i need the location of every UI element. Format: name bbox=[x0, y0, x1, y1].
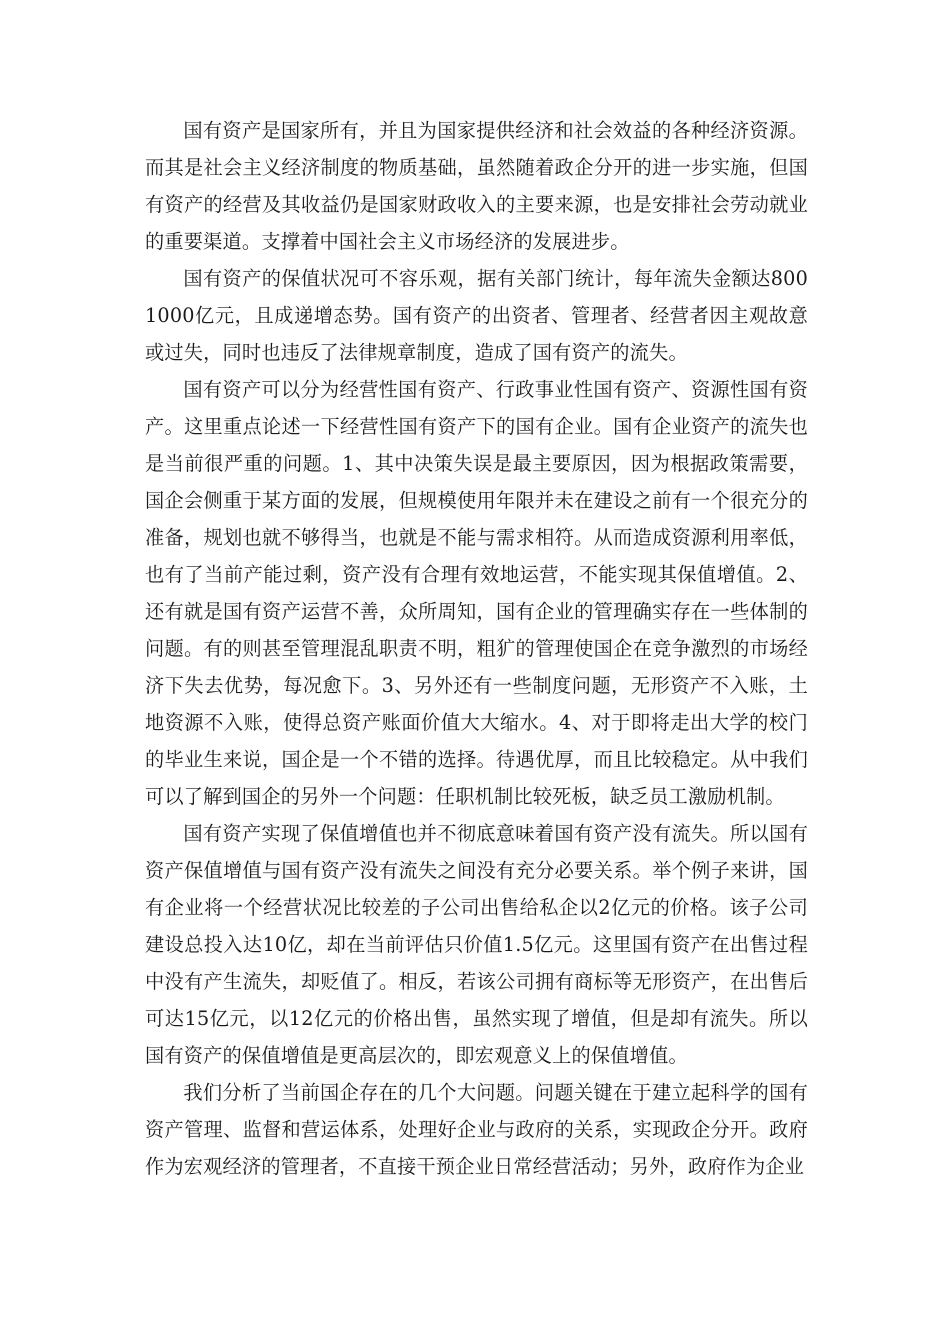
paragraph-2: 国有资产的保值状况可不容乐观，据有关部门统计，每年流失金额达8001000亿元，且成递增态势。国有资产的出资者、管理者、经营者因主观故意或过失，同时也违反了法律规章制度，造成了国有资产的流失。 bbox=[145, 267, 808, 364]
paragraph-5: 我们分析了当前国企存在的几个大问题。问题关键在于建立起科学的国有资产管理、监督和营运体系，处理好企业与政府的关系，实现政企分开。政府作为宏观经济的管理者，不直接干预企业日常经营活动；另外，政府作为企业 bbox=[145, 1081, 808, 1178]
paragraph-3: 国有资产可以分为经营性国有资产、行政事业性国有资产、资源性国有资产。这里重点论述一下经营性国有资产下的国有企业。国有企业资产的流失也是当前很严重的问题。1、其中决策失误是最主要原因，因为根据政策需要，国企会侧重于某方面的发展，但规模使用年限并未在建设之前有一个很充分的准备，规划也就不够得当，也就是不能与需求相符。从而造成资源利用率低，也有了当前产能过剩，资产没有合理有效地运营，不能实现其保值增值。2、还有就是国有资产运营不善，众所周知，国有企业的管理确实存在一些体制的问题。有的则甚至管理混乱职责不明，粗犷的管理使国企在竞争激烈的市场经济下失去优势，每况愈下。3、另外还有一些制度问题，无形资产不入账，土地资源不入账，使得总资产账面价值大大缩水。4、对于即将走出大学的校门的毕业生来说，国企是一个不错的选择。待遇优厚，而且比较稳定。从中我们可以了解到国企的另外一个问题：任职机制比较死板，缺乏员工激励机制。 bbox=[145, 378, 808, 808]
paragraph-1: 国有资产是国家所有，并且为国家提供经济和社会效益的各种经济资源。而其是社会主义经济制度的物质基础，虽然随着政企分开的进一步实施，但国有资产的经营及其收益仍是国家财政收入的主要来源，也是安排社会劳动就业的重要渠道。支撑着中国社会主义市场经济的发展进步。 bbox=[145, 119, 808, 253]
paragraph-4: 国有资产实现了保值增值也并不彻底意味着国有资产没有流失。所以国有资产保值增值与国有资产没有流失之间没有充分必要关系。举个例子来讲，国有企业将一个经营状况比较差的子公司出售给私企以2亿元的价格。该子公司建设总投入达10亿，却在当前评估只价值1.5亿元。这里国有资产在出售过程中没有产生流失，却贬值了。相反，若该公司拥有商标等无形资产，在出售后可达15亿元，以12亿元的价格出售，虽然实现了增值，但是却有流失。所以国有资产的保值增值是更高层次的，即宏观意义上的保值增值。 bbox=[145, 822, 808, 1067]
document-body bbox=[145, 112, 808, 1185]
